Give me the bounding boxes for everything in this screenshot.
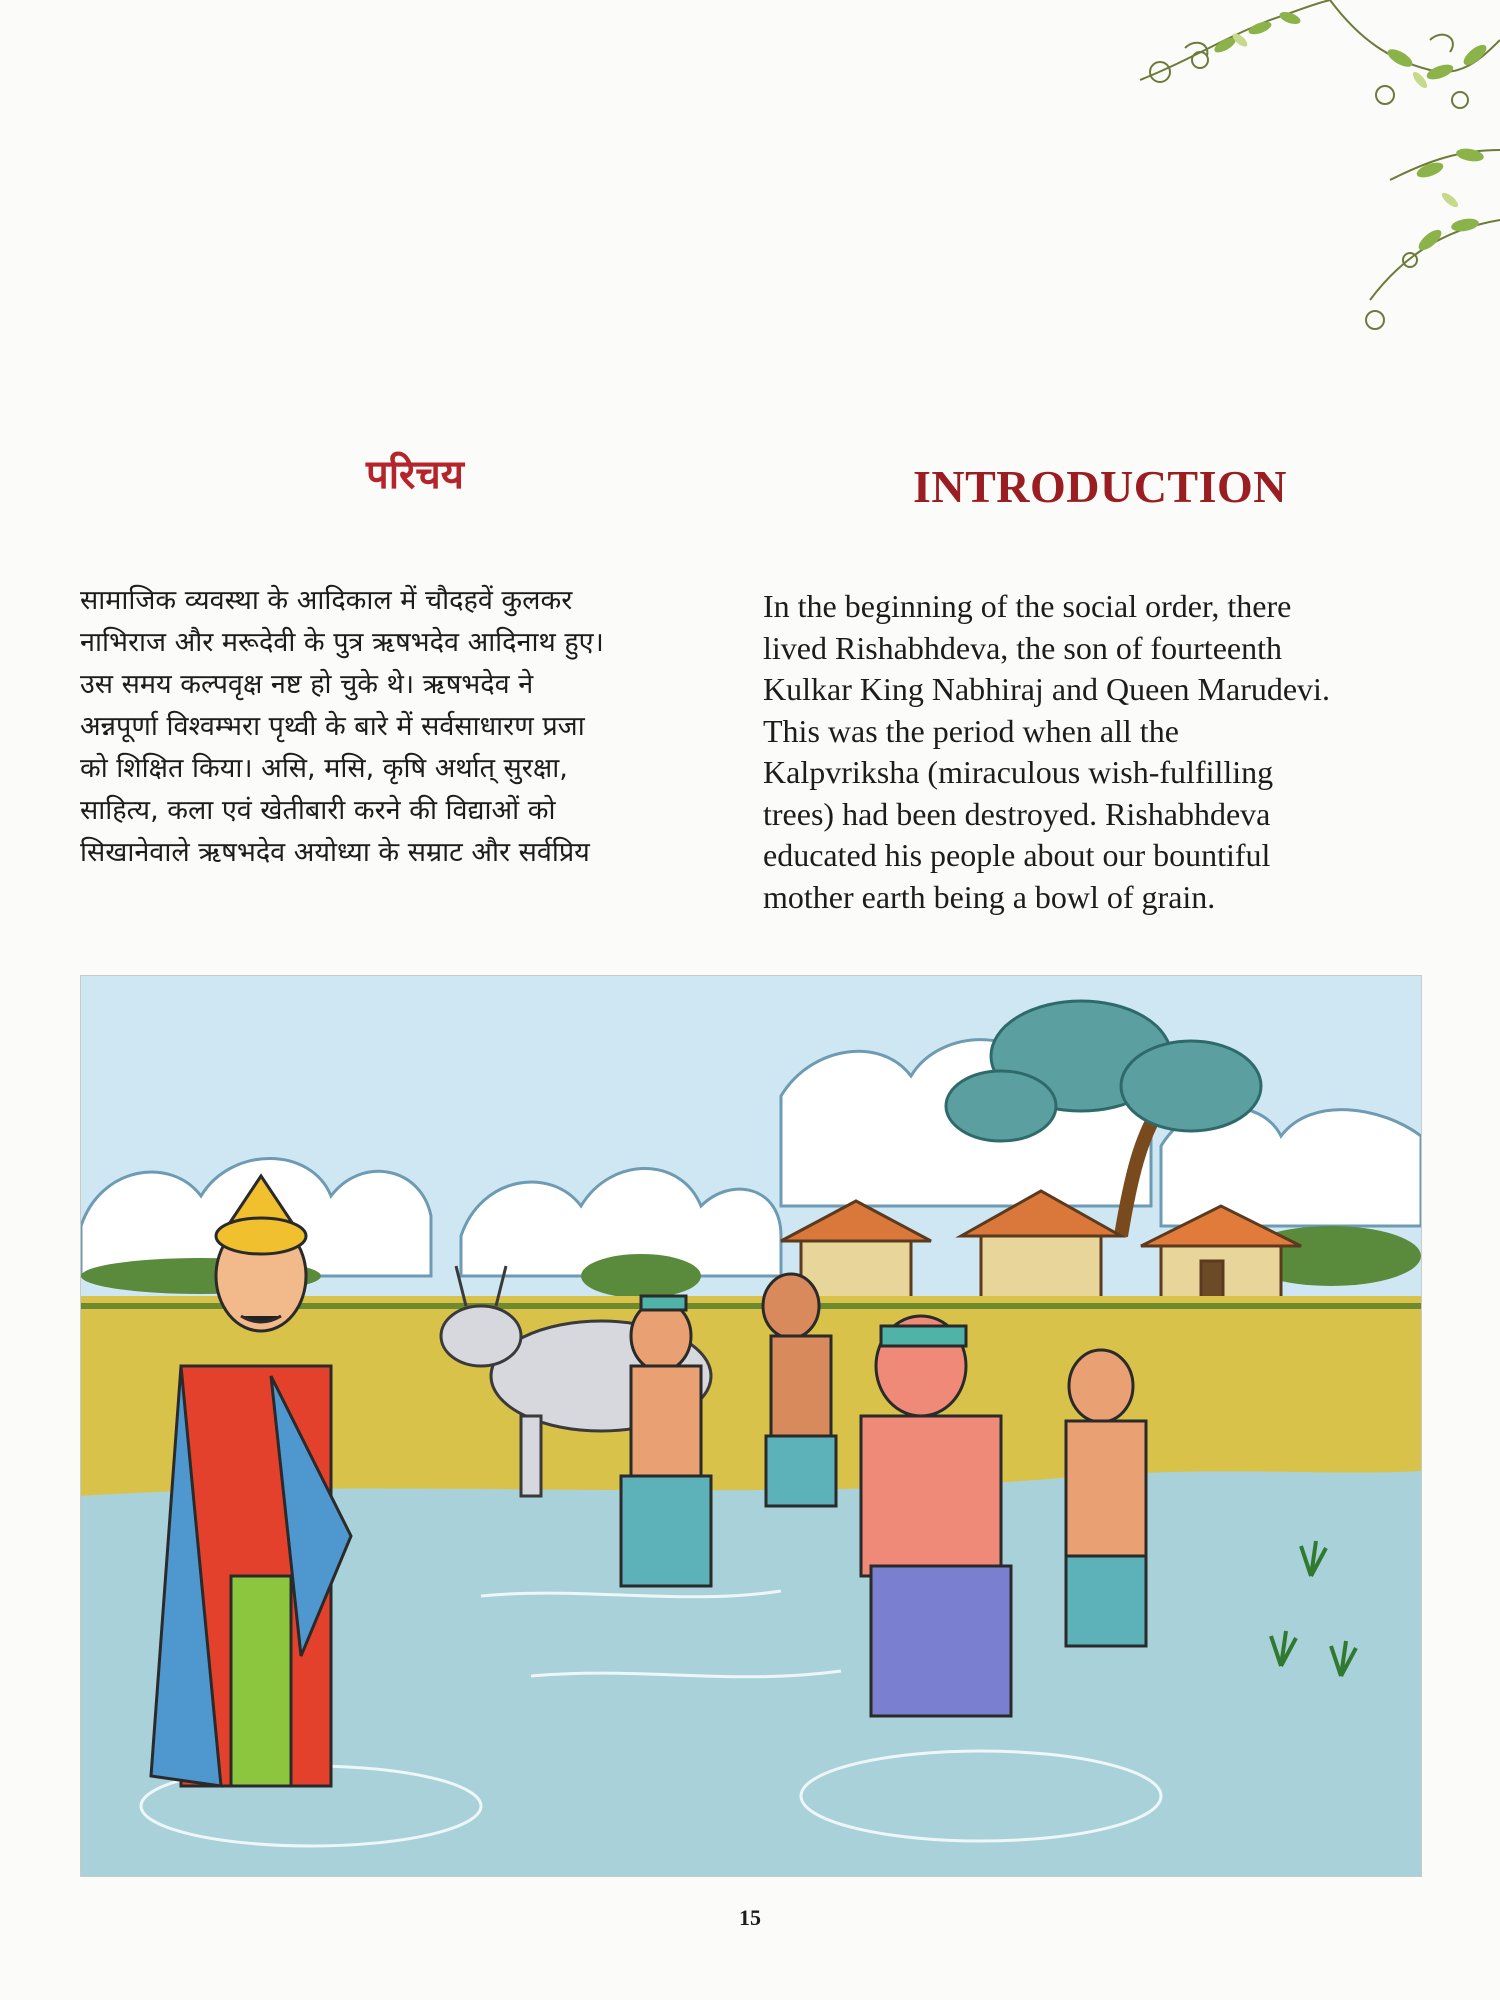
hindi-line: नाभिराज और मरूदेवी के पुत्र ऋषभदेव आदिनाथ हुए। [80, 627, 604, 658]
hindi-line: सिखानेवाले ऋषभदेव अयोध्या के सम्राट और सर्वप्रिय [80, 837, 590, 868]
english-line: trees) had been destroyed. Rishabhdeva [763, 795, 1271, 832]
english-line: In the beginning of the social order, there [763, 588, 1292, 624]
hindi-paragraph [80, 580, 700, 874]
english-line: Kalpvriksha (miraculous wish-fulfilling [763, 754, 1274, 790]
english-line: lived Rishabhdeva, the son of fourteenth [763, 629, 1282, 666]
hindi-line: को शिक्षित किया। असि, मसि, कृषि अर्थात् सुरक्षा, [80, 753, 568, 784]
english-line: mother earth being a bowl of grain. [763, 878, 1216, 915]
heading-english: INTRODUCTION [912, 461, 1288, 512]
hindi-line: सामाजिक व्यवस्था के आदिकाल में चौदहवें कुलकर [80, 585, 573, 616]
hindi-line: उस समय कल्पवृक्ष नष्ट हो चुके थे। ऋषभदेव ने [80, 669, 534, 700]
heading-hindi: परिचय [365, 452, 465, 498]
page-number: 15 [739, 1905, 761, 1930]
hindi-line: अन्नपूर्णा विश्वम्भरा पृथ्वी के बारे में सर्वसाधारण प्रजा [80, 711, 585, 742]
english-line: This was the period when all the [763, 712, 1179, 749]
hindi-line: साहित्य, कला एवं खेतीबारी करने की विद्याओं को [80, 795, 556, 826]
english-line: Kulkar King Nabhiraj and Queen Marudevi. [763, 671, 1330, 707]
vine-ornament [1130, 0, 1500, 360]
farming-illustration [80, 975, 1422, 1877]
english-paragraph [763, 586, 1343, 918]
english-line: educated his people about our bountiful [763, 837, 1271, 873]
